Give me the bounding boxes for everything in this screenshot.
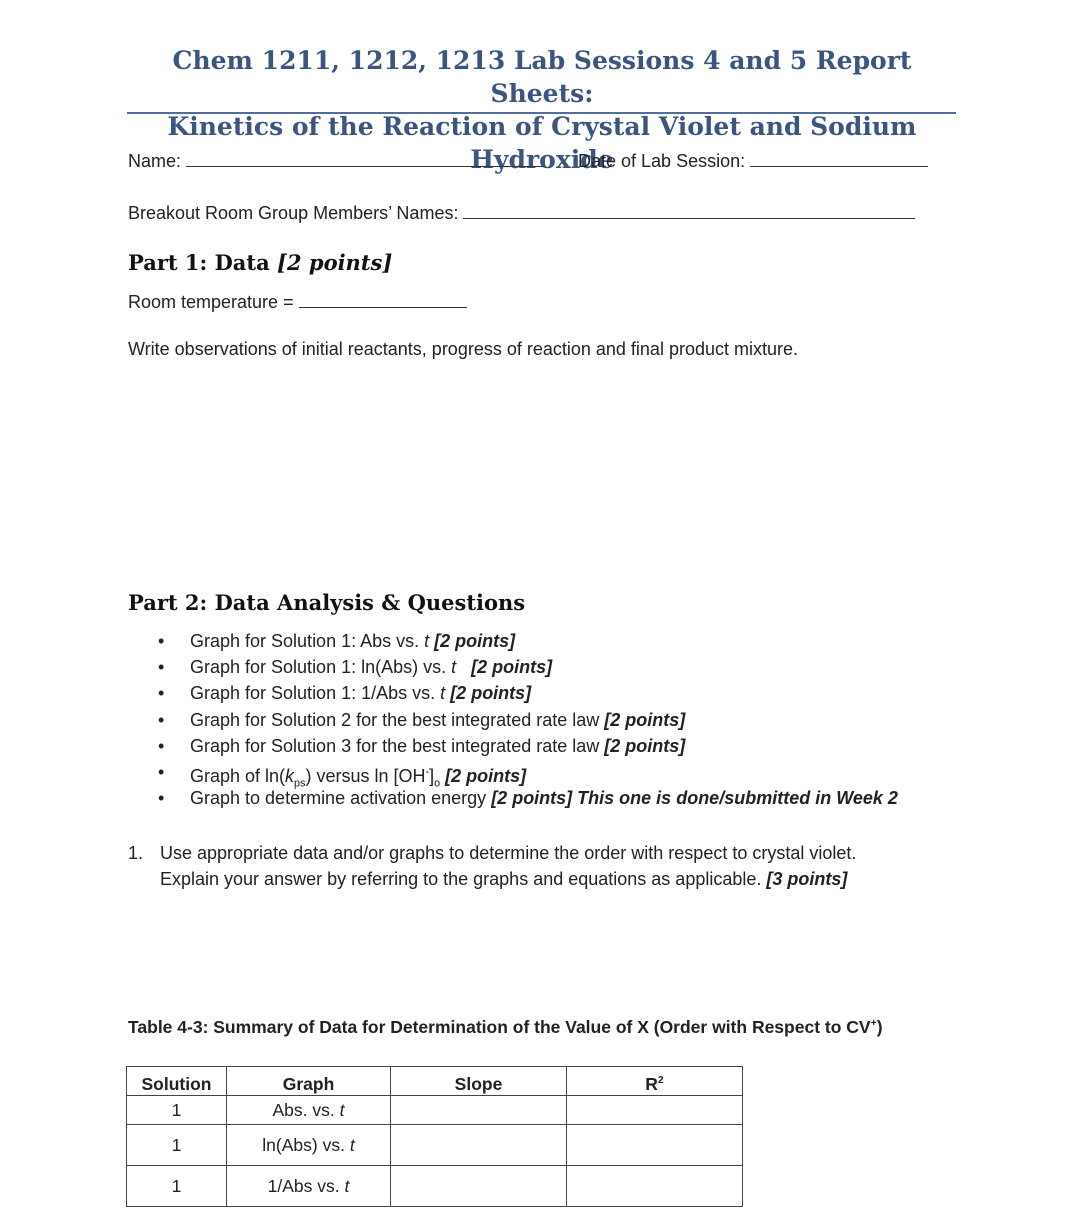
- part2-heading: Part 2: Data Analysis & Questions: [128, 590, 526, 615]
- title-line-2: Kinetics of the Reaction of Crystal Violet and Sodium Hydroxide: [167, 112, 917, 174]
- question-1-number: 1.: [128, 843, 144, 863]
- part1-heading: [128, 250, 392, 275]
- date-blank[interactable]: [750, 150, 928, 167]
- list-item: • Graph for Solution 1: 1/Abs vs. t [2 points]: [158, 683, 532, 704]
- header-solution: Solution: [127, 1067, 227, 1096]
- header-graph: Graph: [227, 1067, 391, 1096]
- cell-r-squared-input[interactable]: [567, 1096, 743, 1125]
- name-blank[interactable]: [186, 150, 544, 167]
- list-item: • Graph for Solution 1: Abs vs. t [2 points]: [158, 631, 516, 651]
- header-slope: Slope: [391, 1067, 567, 1096]
- observations-instruction: Write observations of initial reactants, progress of reaction and final product mixture.: [128, 339, 798, 359]
- group-members-blank[interactable]: [463, 202, 915, 219]
- question-1-text: Use appropriate data and/or graphs to determine the order with respect to crystal violet. Explain your answer by referring to the graphs and equations as applicable. [3 points]: [160, 843, 857, 889]
- cell-r-squared-input[interactable]: [567, 1125, 743, 1166]
- cell-solution: 1: [127, 1125, 227, 1166]
- room-temp-field: [128, 291, 467, 313]
- list-item: • Graph for Solution 3 for the best integrated rate law [2 points]: [158, 735, 686, 756]
- table-header-row: [127, 1067, 743, 1096]
- list-item: • Graph of $\ln(k_{ps})$ versus $\ln [OH^-]_o$ [2 points]: [158, 761, 527, 790]
- cell-graph: Abs. vs. t: [227, 1096, 391, 1125]
- part1-heading-points: [2 points]: [277, 250, 393, 275]
- cell-graph: 1/Abs vs. t: [227, 1166, 391, 1207]
- group-members-label: Breakout Room Group Members’ Names:: [128, 203, 459, 223]
- part1-heading-text: Part 1: Data: [128, 250, 270, 275]
- summary-table: [126, 1066, 743, 1207]
- room-temp-label: Room temperature =: [128, 292, 294, 312]
- list-item: • Graph for Solution 2 for the best integrated rate law [2 points]: [158, 709, 686, 730]
- date-field: [578, 150, 928, 172]
- title-line-1: Chem 1211, 1212, 1213 Lab Sessions 4 and 5 Report Sheets:: [172, 46, 912, 108]
- cell-graph: ln(Abs) vs. t: [227, 1125, 391, 1166]
- cell-slope-input[interactable]: [391, 1096, 567, 1125]
- cell-solution: 1: [127, 1166, 227, 1207]
- room-temp-blank[interactable]: [299, 291, 467, 308]
- date-label: Date of Lab Session:: [578, 151, 746, 171]
- name-label: Name:: [128, 151, 182, 171]
- table-caption: Table 4-3: Summary of Data for Determination of the Value of X (Order with Respect to CV+): [128, 1017, 883, 1037]
- graph-requirements-list: [128, 628, 898, 811]
- cell-solution: 1: [127, 1096, 227, 1125]
- cell-slope-input[interactable]: [391, 1166, 567, 1207]
- table-row: [127, 1125, 743, 1166]
- header-r-squared: $R^2$: [567, 1067, 743, 1096]
- cell-slope-input[interactable]: [391, 1125, 567, 1166]
- list-item: • Graph for Solution 1: ln(Abs) vs. t [2 points]: [158, 657, 553, 678]
- title-underline: [127, 112, 956, 114]
- list-item: • Graph to determine activation energy [2 points] This one is done/submitted in Week 2: [158, 788, 898, 809]
- cell-r-squared-input[interactable]: [567, 1166, 743, 1207]
- table-row: [127, 1096, 743, 1125]
- group-members-field: [128, 202, 915, 224]
- name-field: [128, 150, 544, 172]
- table-row: [127, 1166, 743, 1207]
